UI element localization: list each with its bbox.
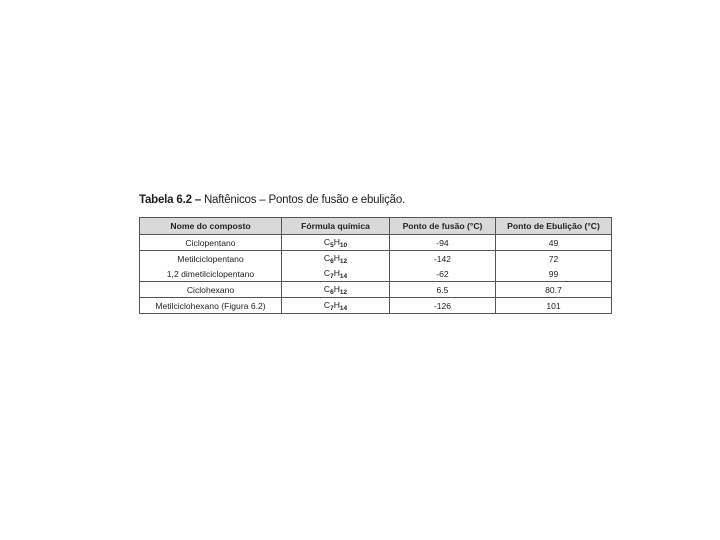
carbon-count: 7 bbox=[330, 304, 334, 312]
hydrogen-count: 14 bbox=[339, 272, 348, 280]
table-row bbox=[140, 251, 612, 267]
boiling-point: 72 bbox=[496, 251, 612, 267]
melting-point: -94 bbox=[390, 235, 496, 251]
chemical-formula: $C_7H_{14}$ bbox=[282, 266, 390, 282]
boiling-point: 80.7 bbox=[496, 282, 612, 298]
chemical-formula: $C_6H_{12}$ bbox=[282, 282, 390, 298]
header-chemical-formula: Fórmula química bbox=[282, 218, 390, 235]
boiling-point: 99 bbox=[496, 266, 612, 282]
boiling-point: 101 bbox=[496, 298, 612, 314]
chemical-formula: $C_7H_{14}$ bbox=[282, 298, 390, 314]
table-caption bbox=[139, 194, 405, 206]
table-row bbox=[140, 282, 612, 298]
naphthenes-table bbox=[139, 217, 612, 314]
carbon-count: 6 bbox=[330, 257, 334, 265]
caption-label: Tabela 6.2 – bbox=[139, 194, 201, 206]
compound-name: Metilciclohexano (Figura 6.2) bbox=[140, 298, 282, 314]
table-row bbox=[140, 298, 612, 314]
hydrogen-count: 10 bbox=[339, 241, 348, 249]
compound-name: 1,2 dimetilciclopentano bbox=[140, 266, 282, 282]
carbon-count: 6 bbox=[330, 288, 334, 296]
hydrogen-count: 12 bbox=[339, 257, 348, 265]
table-row bbox=[140, 266, 612, 282]
melting-point: -126 bbox=[390, 298, 496, 314]
carbon-count: 7 bbox=[330, 272, 334, 280]
compound-name: Ciclohexano bbox=[140, 282, 282, 298]
melting-point: -142 bbox=[390, 251, 496, 267]
table-header-row bbox=[140, 218, 612, 235]
hydrogen-count: 14 bbox=[339, 304, 348, 312]
compound-name: Metilciclopentano bbox=[140, 251, 282, 267]
melting-point: -62 bbox=[390, 266, 496, 282]
header-melting-point: Ponto de fusão (°C) bbox=[390, 218, 496, 235]
header-compound-name: Nome do composto bbox=[140, 218, 282, 235]
carbon-count: 5 bbox=[330, 241, 334, 249]
chemical-formula: $C_6H_{12}$ bbox=[282, 251, 390, 267]
table-row bbox=[140, 235, 612, 251]
boiling-point: 49 bbox=[496, 235, 612, 251]
chemical-formula: $C_5H_{10}$ bbox=[282, 235, 390, 251]
compound-name: Ciclopentano bbox=[140, 235, 282, 251]
header-boiling-point: Ponto de Ebulição (°C) bbox=[496, 218, 612, 235]
melting-point: 6.5 bbox=[390, 282, 496, 298]
hydrogen-count: 12 bbox=[339, 288, 348, 296]
caption-text: Naftênicos – Pontos de fusão e ebulição. bbox=[200, 194, 406, 206]
